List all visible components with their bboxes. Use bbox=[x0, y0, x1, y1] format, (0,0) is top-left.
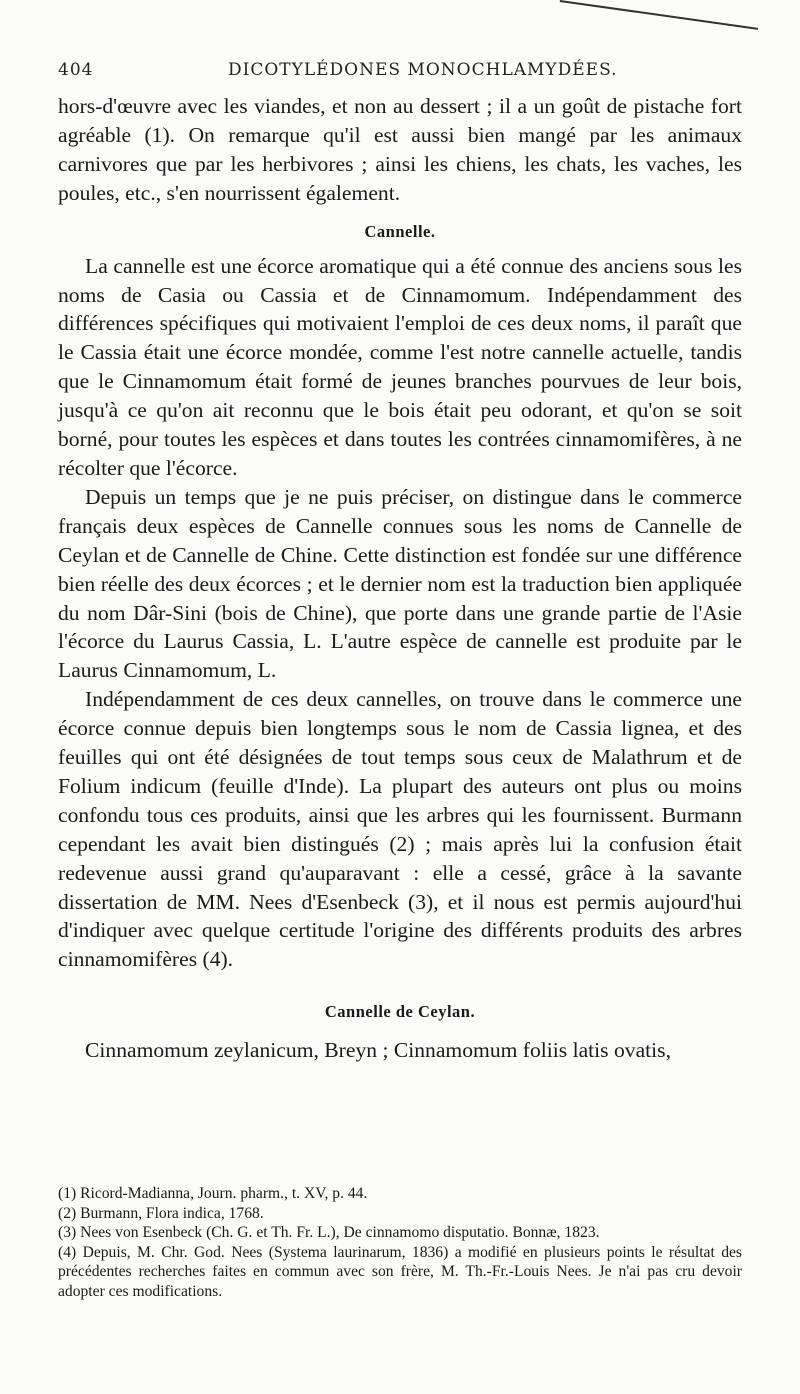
footnote-2: (2) Burmann, Flora indica, 1768. bbox=[58, 1204, 264, 1222]
paragraph-other-products: Indépendamment de ces deux cannelles, on trouve dans le commerce une écorce connue depuis bien longtemps sous le nom de Cassia lignea, et des feuilles qui ont été désignées de tout temps sous ceux de Malathrum et de Folium indicum (feuille d'Inde). La plupart des auteurs ont plus ou moins confondu tous ces produits, ainsi que les arbres qui les fournissent. Burmann cependant les avait bien distingués (2) ; mais après lui la confusion était redevenue aussi grand qu'auparavant : elle a cessé, grâce à la savante dissertation de MM. Nees d'Esenbeck (3), et il nous est permis aujourd'hui d'indiquer avec quelque certitude l'origine des différents produits des arbres cinnamomifères (4). bbox=[58, 687, 742, 972]
footnote-4: (4) Depuis, M. Chr. God. Nees (Systema laurinarum, 1836) a modifié en plusieurs points le résultat des précédentes recherches faites en commun avec son frère, M. Th.-Fr.-Louis Nees. Je n'ai pas cru devoir adopter ces modifications. bbox=[58, 1243, 742, 1300]
section-heading-ceylan: Cannelle de Ceylan. bbox=[324, 1002, 476, 1022]
page-corner-mark bbox=[559, 0, 758, 36]
main-text bbox=[58, 92, 742, 1065]
page-number: 404 bbox=[58, 60, 94, 80]
paragraph-cannelle-intro: La cannelle est une écorce aromatique qui a été connue des anciens sous les noms de Casia ou Cassia et de Cinnamomum. Indépendamment des différences spécifiques qui motivaient l'emploi de ces deux noms, il paraît que le Cassia était une écorce mondée, comme l'est notre cannelle actuelle, tandis que le Cinnamomum était formé de jeunes branches pourvues de leur bois, jusqu'à ce qu'on ait reconnu que le bois était peu odorant, et qu'on se soit borné, pour toutes les espèces et dans toutes les contrées cinnamomifères, à ne récolter que l'écorce. bbox=[58, 253, 742, 480]
footnote-3: (3) Nees von Esenbeck (Ch. G. et Th. Fr. L.), De cinnamomo disputatio. Bonnæ, 1823. bbox=[58, 1224, 600, 1241]
paragraph-ceylan-start: Cinnamomum zeylanicum, Breyn ; Cinnamomum foliis latis ovatis, bbox=[85, 1038, 671, 1063]
footnote-1: (1) Ricord-Madianna, Journ. pharm., t. XV, p. 44. bbox=[58, 1185, 368, 1202]
section-heading-cannelle: Cannelle. bbox=[364, 221, 436, 241]
page-header bbox=[58, 56, 748, 86]
paragraph-commerce-types: Depuis un temps que je ne puis préciser, on distingue dans le commerce français deux espèces de Cannelle connues sous les noms de Cannelle de Ceylan et de Cannelle de Chine. Cette distinction est fondée sur une différence bien réelle des deux écorces ; et le dernier nom est la traduction bien appliquée du nom Dâr-Sini (bois de Chine), que porte dans une grande partie de l'Asie l'écorce du Laurus Cassia, L. L'autre espèce de cannelle est produite par le Laurus Cinnamomum, L. bbox=[58, 484, 742, 683]
paragraph-continuation: hors-d'œuvre avec les viandes, et non au dessert ; il a un goût de pistache fort agréable (1). On remarque qu'il est aussi bien mangé par les animaux carnivores que par les herbivores ; ainsi les chiens, les chats, les vaches, les poules, etc., s'en nourrissent également. bbox=[58, 94, 742, 205]
footnotes bbox=[58, 1184, 742, 1301]
running-title: DICOTYLÉDONES MONOCHLAMYDÉES. bbox=[228, 60, 618, 80]
